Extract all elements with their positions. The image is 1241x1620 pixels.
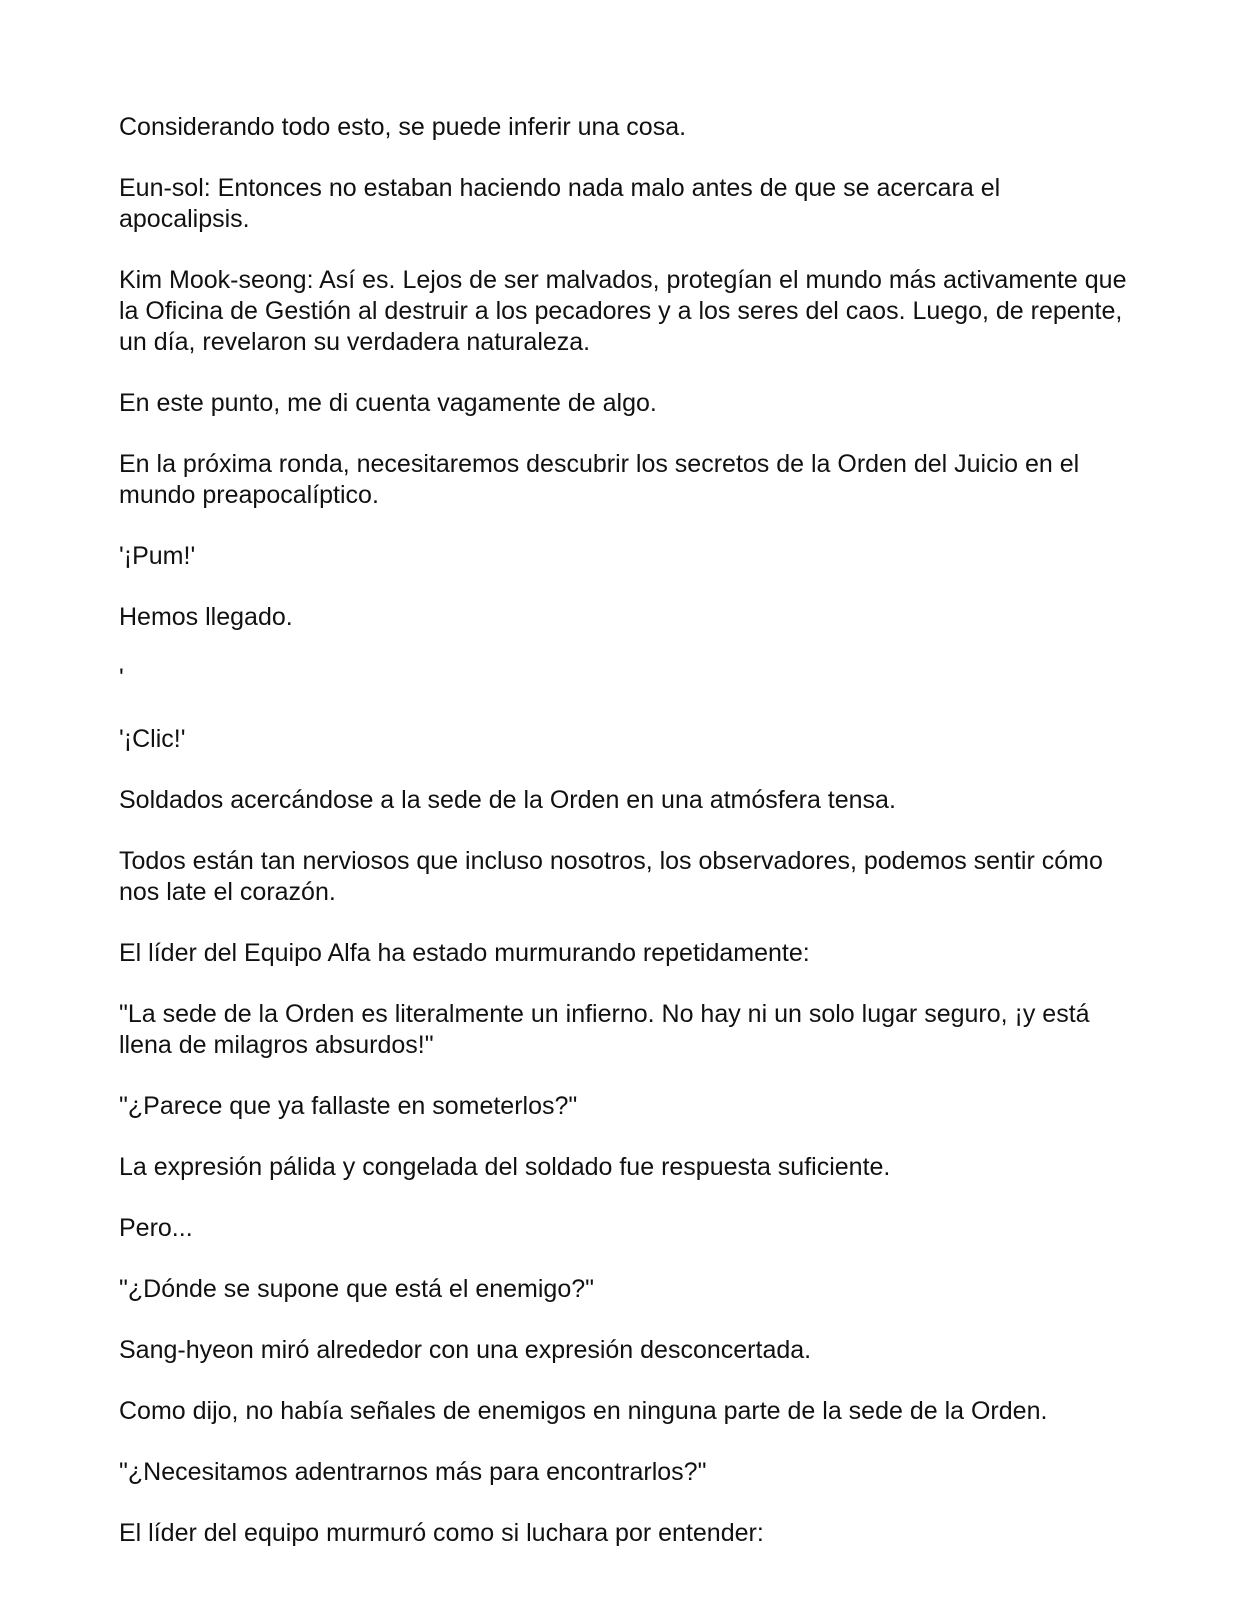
- paragraph: Soldados acercándose a la sede de la Orden en una atmósfera tensa.: [119, 786, 896, 814]
- paragraph: Considerando todo esto, se puede inferir una cosa.: [119, 113, 687, 141]
- paragraph: '¡Pum!': [119, 542, 196, 570]
- paragraph: Kim Mook-seong: Así es. Lejos de ser malvados, protegían el mundo más activamente que la Oficina de Gestión al destruir a los pecadores y a los seres del caos. Luego, de repente, un día, revelaron su verdadera naturaleza.: [119, 266, 1134, 356]
- paragraph: En la próxima ronda, necesitaremos descubrir los secretos de la Orden del Juicio en el mundo preapocalíptico.: [119, 450, 1087, 509]
- paragraph: '¡Clic!': [119, 725, 186, 753]
- paragraph: El líder del Equipo Alfa ha estado murmurando repetidamente:: [119, 939, 810, 967]
- document-body: [119, 112, 1134, 1579]
- paragraph: "¿Parece que ya fallaste en someterlos?": [119, 1092, 578, 1120]
- paragraph: ': [119, 664, 124, 692]
- paragraph: "La sede de la Orden es literalmente un infierno. No hay ni un solo lugar seguro, ¡y está llena de milagros absurdos!": [119, 1000, 1097, 1059]
- paragraph: La expresión pálida y congelada del soldado fue respuesta suficiente.: [119, 1153, 891, 1181]
- paragraph: Pero...: [119, 1214, 193, 1242]
- paragraph: En este punto, me di cuenta vagamente de algo.: [119, 389, 657, 417]
- paragraph: "¿Dónde se supone que está el enemigo?": [119, 1275, 595, 1303]
- paragraph: Sang-hyeon miró alrededor con una expresión desconcertada.: [119, 1336, 812, 1364]
- paragraph: Como dijo, no había señales de enemigos en ninguna parte de la sede de la Orden.: [119, 1397, 1048, 1425]
- paragraph: El líder del equipo murmuró como si luchara por entender:: [119, 1519, 764, 1547]
- paragraph: Todos están tan nerviosos que incluso nosotros, los observadores, podemos sentir cómo nos late el corazón.: [119, 847, 1110, 906]
- paragraph: Hemos llegado.: [119, 603, 293, 631]
- paragraph: Eun-sol: Entonces no estaban haciendo nada malo antes de que se acercara el apocalipsis.: [119, 174, 1008, 233]
- paragraph: "¿Necesitamos adentrarnos más para encontrarlos?": [119, 1458, 707, 1486]
